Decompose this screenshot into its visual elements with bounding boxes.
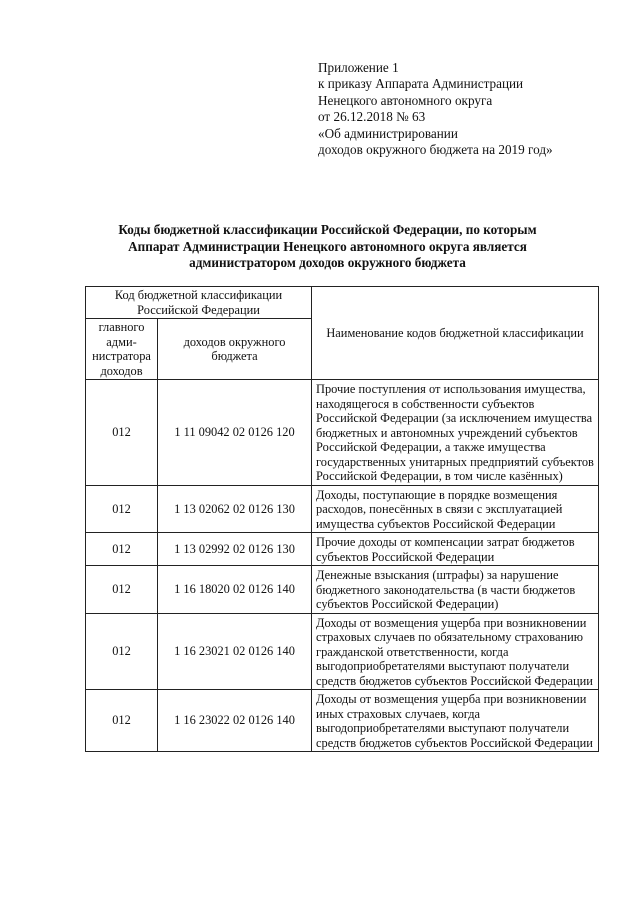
title-line: Аппарат Администрации Ненецкого автономного округа является — [128, 238, 527, 254]
appendix-line: Приложение 1 — [318, 60, 399, 75]
table-row — [86, 485, 599, 533]
budget-code-cell: 1 16 23022 02 0126 140 — [158, 690, 312, 752]
header-name-col: Наименование кодов бюджетной классификации — [312, 287, 599, 380]
appendix-line: «Об администрировании — [318, 125, 458, 141]
table-header-row — [86, 287, 599, 319]
name-cell: Прочие доходы от компенсации затрат бюджетов субъектов Российской Федерации — [312, 533, 599, 566]
name-cell: Денежные взыскания (штрафы) за нарушение бюджетного законодательства (в части бюджетов субъектов Российской Федерации) — [312, 566, 599, 614]
title-line: Коды бюджетной классификации Российской Федерации, по которым — [118, 222, 537, 237]
table-row — [86, 613, 599, 690]
admin-code-cell: 012 — [86, 690, 158, 752]
admin-code-cell: 012 — [86, 485, 158, 533]
appendix-line: к приказу Аппарата Администрации — [318, 76, 524, 92]
admin-code-cell: 012 — [86, 533, 158, 566]
budget-code-cell: 1 11 09042 02 0126 120 — [158, 380, 312, 486]
admin-code-cell: 012 — [86, 380, 158, 486]
name-cell: Прочие поступления от использования имущества, находящегося в собственности субъектов Российской Федерации (за исключением имущества бюджетных и автономных учреждений субъектов Российской Федерации, а также имущества государственных унитарных предприятий субъектов Российской Федерации, в том числе казённых) — [312, 380, 599, 486]
appendix-block — [318, 60, 618, 158]
table-row — [86, 533, 599, 566]
title-line: администратором доходов окружного бюджета — [189, 255, 466, 270]
budget-code-cell: 1 13 02992 02 0126 130 — [158, 533, 312, 566]
header-admin-col: главного адми-нистратора доходов — [86, 319, 158, 380]
appendix-line: Ненецкого автономного округа — [318, 92, 493, 108]
document-title — [95, 222, 560, 272]
header-budget-col: доходов окружного бюджета — [158, 319, 312, 380]
classification-table — [85, 286, 599, 752]
appendix-line: доходов окружного бюджета на 2019 год» — [318, 142, 553, 158]
name-cell: Доходы, поступающие в порядке возмещения расходов, понесённых в связи с эксплуатацией имущества субъектов Российской Федерации — [312, 485, 599, 533]
name-cell: Доходы от возмещения ущерба при возникновении иных страховых случаев, когда выгодоприобретателями выступают получатели средств бюджетов субъектов Российской Федерации — [312, 690, 599, 752]
admin-code-cell: 012 — [86, 566, 158, 614]
table-row — [86, 566, 599, 614]
appendix-line: от 26.12.2018 № 63 — [318, 109, 426, 125]
table-row — [86, 690, 599, 752]
budget-code-cell: 1 16 18020 02 0126 140 — [158, 566, 312, 614]
admin-code-cell: 012 — [86, 613, 158, 690]
budget-code-cell: 1 16 23021 02 0126 140 — [158, 613, 312, 690]
header-code-group: Код бюджетной классификации Российской Федерации — [86, 287, 312, 319]
name-cell: Доходы от возмещения ущерба при возникновении страховых случаев по обязательному страхованию гражданской ответственности, когда выгодоприобретателями выступают получатели средств бюджетов субъектов Российской Федерации — [312, 613, 599, 690]
table-row — [86, 380, 599, 486]
budget-code-cell: 1 13 02062 02 0126 130 — [158, 485, 312, 533]
